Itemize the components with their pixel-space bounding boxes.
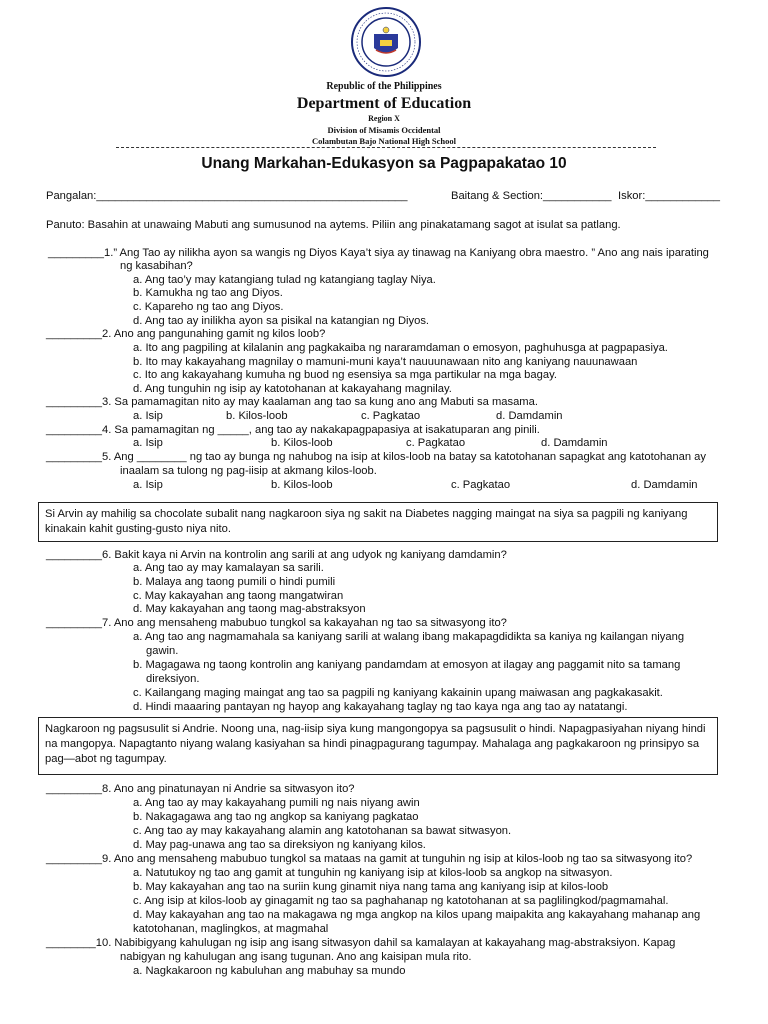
- q7-choice-a: a. Ang tao ang nagmamahala sa kaniyang sarili at walang ibang makapagdidikta sa kaniya ng kailangan niyang: [133, 631, 685, 643]
- q5-choice-c: c. Pagkatao: [451, 479, 511, 491]
- situation-box-1: Si Arvin ay mahilig sa chocolate subalit nang nagkaroon siya ng sakit na Diabetes nagging maingat na siya sa pagpili ng kaniyang kinakain kahit gusting-gusto niya nito.: [38, 502, 718, 542]
- score-field[interactable]: Iskor:____________: [618, 190, 721, 202]
- q7-choice-d: d. Hindi maaaring pantayan ng hayop ang kakayahang taglay ng tao kaya nga ang tao ay natatangi.: [133, 701, 628, 713]
- question-1-cont: ng kasabihan?: [120, 260, 193, 272]
- q2-choice-c: c. Ito ang kakayahang kumuha ng buod ng esensiya sa mga partikular na mga bagay.: [133, 369, 557, 381]
- q1-choice-c: c. Kapareho ng tao ang Diyos.: [133, 301, 284, 313]
- school-heading: Colambutan Bajo National High School: [311, 136, 457, 146]
- question-10-cont: nabigyan ng kahulugan ang isang tugunan. Ano ang kaisipan mula rito.: [120, 951, 472, 963]
- q9-choice-c: c. Ang isip at kilos-loob ay ginagamit ng tao sa paghahanap ng katotohanan at sa paglilingkod/pagmamahal.: [133, 895, 669, 907]
- q6-choice-b: b. Malaya ang taong pumili o hindi pumili: [133, 576, 336, 588]
- q6-choice-c: c. May kakayahan ang taong mangatwiran: [133, 590, 344, 602]
- q4-choice-a: a. Isip: [133, 437, 163, 449]
- q3-choice-b: b. Kilos-loob: [226, 410, 288, 422]
- q4-choice-c: c. Pagkatao: [406, 437, 466, 449]
- q9-choice-a: a. Natutukoy ng tao ang gamit at tunguhin ng kaniyang isip at kilos-loob sa angkop na sitwasyon.: [133, 867, 613, 879]
- q2-choice-a: a. Ito ang pagpiling at kilalanin ang pagkakaiba ng nararamdaman o emosyon, paghuhusga at pagpapasiya.: [133, 342, 668, 354]
- q5-choice-d: d. Damdamin: [631, 479, 698, 491]
- region-heading: Region X: [368, 114, 400, 123]
- division-heading: Division of Misamis Occidental: [327, 125, 441, 135]
- q2-choice-b: b. Ito may kakayahang magnilay o mamuni-muni kaya’t nauuunawaan nito ang kaniyang nauunawaan: [133, 356, 638, 368]
- question-3: _________3. Sa pamamagitan nito ay may kaalaman ang tao sa kung ano ang Mabuti sa masama.: [46, 396, 538, 408]
- q4-choice-d: d. Damdamin: [541, 437, 608, 449]
- question-4: _________4. Sa pamamagitan ng _____, ang tao ay nakakapagpapasiya at isakatuparan ang pinili.: [46, 424, 540, 436]
- q7-choice-b-cont: direksiyon.: [146, 673, 200, 685]
- q6-choice-a: a. Ang tao ay may kamalayan sa sarili.: [133, 562, 324, 574]
- republic-heading: Republic of the Philippines: [326, 81, 442, 92]
- question-1: _________1.” Ang Tao ay nilikha ayon sa wangis ng Diyos Kaya’t siya ay tinawag na Kaniyang obra maestro. ” Ano ang nais iparating: [48, 247, 709, 259]
- question-5-cont: inaalam sa tulong ng pag-iisip at akmang kilos-loob.: [120, 465, 377, 477]
- q5-choice-b: b. Kilos-loob: [271, 479, 333, 491]
- department-heading: Department of Education: [296, 95, 472, 112]
- question-7: _________7. Ano ang mensaheng mabubuo tungkol sa kakayahan ng tao sa sitwasyong ito?: [46, 617, 507, 629]
- q9-choice-d-cont: katotohanan, maglingkos, at magmahal: [133, 923, 329, 935]
- q5-choice-a: a. Isip: [133, 479, 163, 491]
- name-field[interactable]: Pangalan:__________________________________________________: [46, 190, 408, 202]
- exam-title: Unang Markahan-Edukasyon sa Pagpapakatao 10: [201, 155, 567, 172]
- q7-choice-b: b. Magagawa ng taong kontrolin ang kaniyang pandamdam at emosyon at ilagay ang paggamit nito sa tamang: [133, 659, 681, 671]
- q7-choice-c: c. Kailangang maging maingat ang tao sa pagpili ng kaniyang kakainin upang maiwasan ang pagkakasakit.: [133, 687, 663, 699]
- question-5: _________5. Ang ________ ng tao ay bunga ng nahubog na isip at kilos-loob na batay sa katotohanan sapagkat ang katotohanan ay: [46, 451, 706, 463]
- q3-choice-c: c. Pagkatao: [361, 410, 421, 422]
- q1-choice-d: d. Ang tao ay inilikha ayon sa pisikal na katangian ng Diyos.: [133, 315, 430, 327]
- q10-choice-a: a. Nagkakaroon ng kabuluhan ang mabuhay sa mundo: [133, 965, 406, 977]
- q4-choice-b: b. Kilos-loob: [271, 437, 333, 449]
- q3-choice-d: d. Damdamin: [496, 410, 563, 422]
- q6-choice-d: d. May kakayahan ang taong mag-abstraksyon: [133, 603, 366, 615]
- question-9: _________9. Ano ang mensaheng mabubuo tungkol sa mataas na gamit at tunguhin ng isip at kilos-loob ng tao sa sitwasyong ito?: [46, 853, 693, 865]
- header-divider: [116, 147, 656, 148]
- q8-choice-b: b. Nakagagawa ang tao ng angkop sa kaniyang pagkatao: [133, 811, 419, 823]
- question-8: _________8. Ano ang pinatunayan ni Andrie sa sitwasyon ito?: [46, 783, 355, 795]
- q3-choice-a: a. Isip: [133, 410, 163, 422]
- q8-choice-c: c. Ang tao ay may kakayahang alamin ang katotohanan sa bawat sitwasyon.: [133, 825, 512, 837]
- q9-choice-b: b. May kakayahan ang tao na suriin kung ginamit niya nang tama ang kaniyang isip at kilos-loob: [133, 881, 609, 893]
- q1-choice-a: a. Ang tao’y may katangiang tulad ng katangiang taglay Niya.: [133, 274, 436, 286]
- q1-choice-b: b. Kamukha ng tao ang Diyos.: [133, 287, 283, 299]
- q8-choice-a: a. Ang tao ay may kakayahang pumili ng nais niyang awin: [133, 797, 420, 809]
- situation-box-2: Nagkaroon ng pagsusulit si Andrie. Noong una, nag-iisip siya kung mangongopya sa pagsusulit o hindi. Napagpasiyahan niyang hindi na mangopya. Napagtanto niyang walang kasiyahan sa hindi pinagpagurang tagumpay. Mahalaga ang pagkakaroon ng prinsipyo sa pag—abot ng tagumpay.: [38, 717, 718, 775]
- q2-choice-d: d. Ang tunguhin ng isip ay katotohanan at kakayahang magnilay.: [133, 383, 452, 395]
- question-2: _________2. Ano ang pangunahing gamit ng kilos loob?: [46, 328, 326, 340]
- question-6: _________6. Bakit kaya ni Arvin na kontrolin ang sarili at ang udyok ng kaniyang damdamin?: [46, 549, 507, 561]
- grade-section-field[interactable]: Baitang & Section:___________: [451, 190, 612, 202]
- q9-choice-d: d. May kakayahan ang tao na makagawa ng mga angkop na kilos upang maipakita ang kakayahang mahanap ang: [133, 909, 701, 921]
- q8-choice-d: d. May pag-unawa ang tao sa direksiyon ng kaniyang kilos.: [133, 839, 426, 851]
- deped-seal-logo: [350, 6, 422, 78]
- q7-choice-a-cont: gawin.: [146, 645, 179, 657]
- question-10: ________10. Nabibigyang kahulugan ng isip ang isang sitwasyon dahil sa kamalayan at kakayahang mag-abstraksiyon. Kapag: [46, 937, 676, 949]
- instructions: Panuto: Basahin at unawaing Mabuti ang sumusunod na aytems. Piliin ang pinakatamang sagot at isulat sa patlang.: [46, 219, 621, 231]
